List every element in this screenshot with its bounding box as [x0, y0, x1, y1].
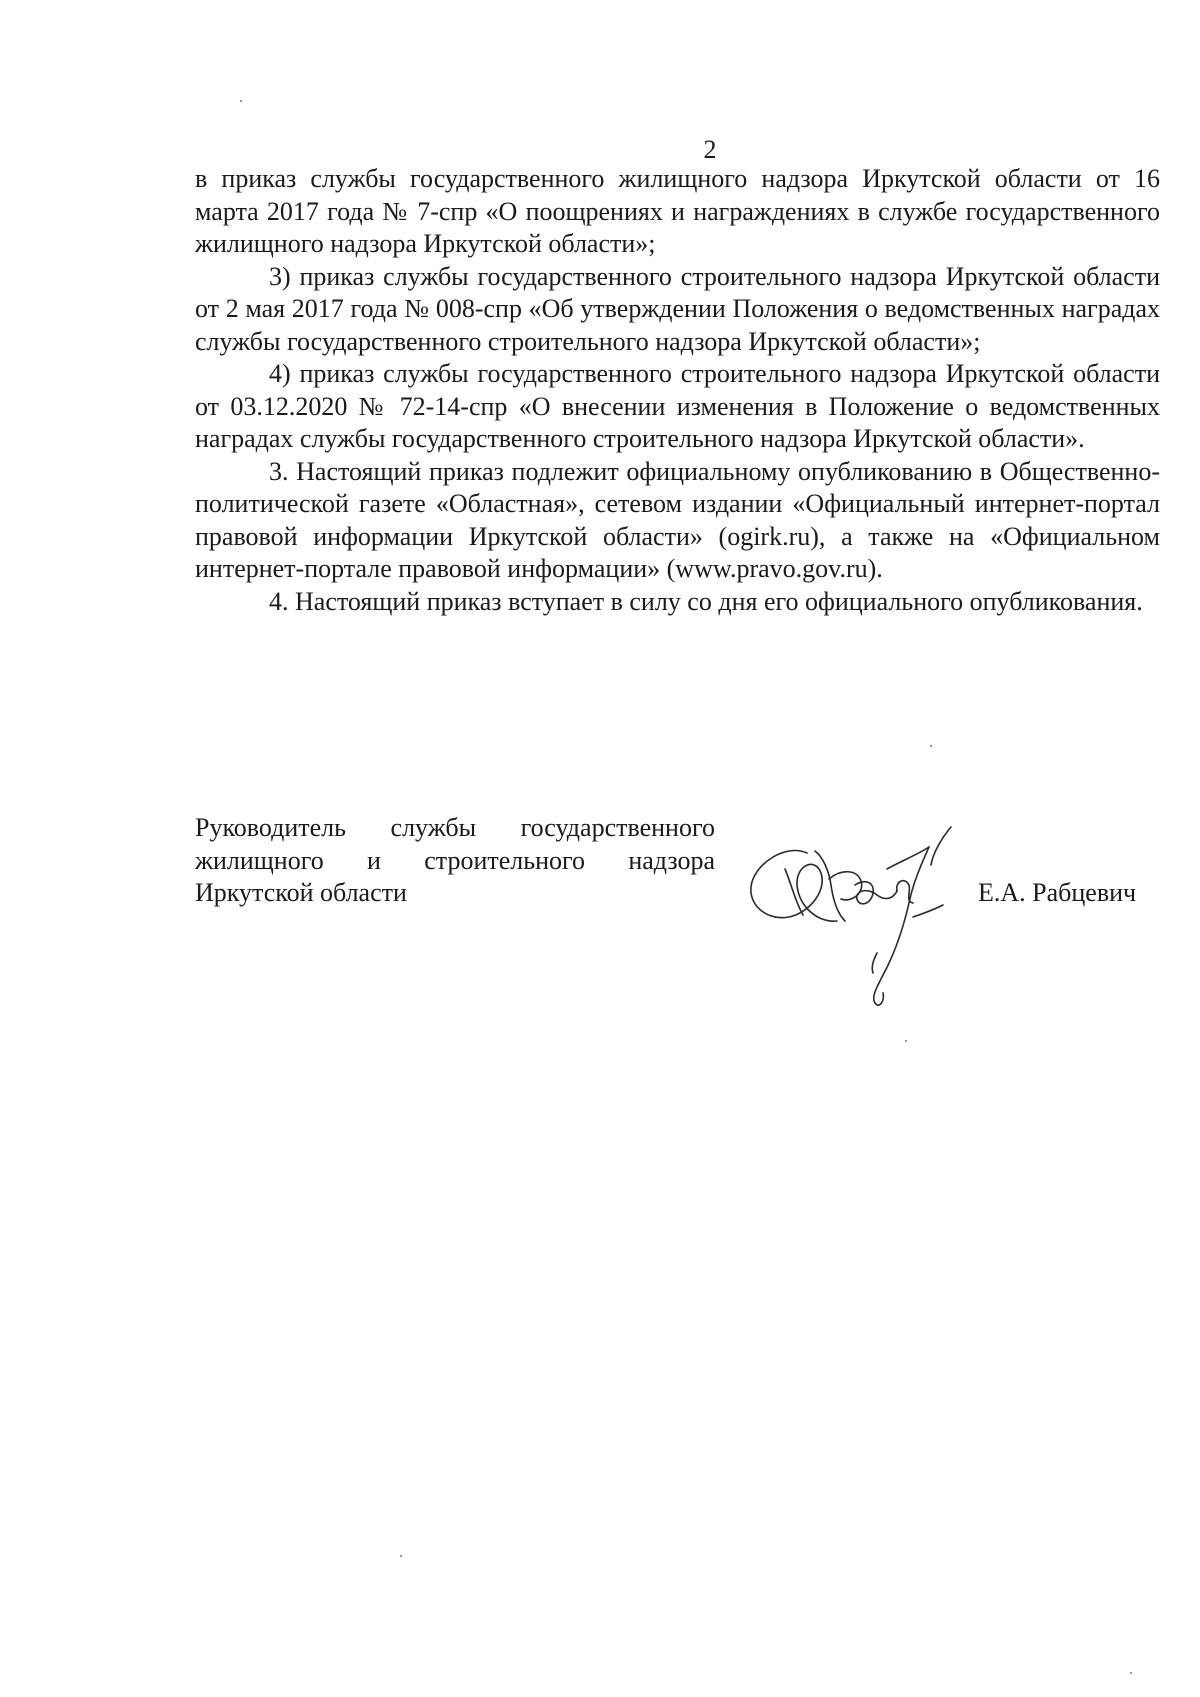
signatory-name: Е.А. Рабцевич [978, 878, 1137, 907]
scan-speck [400, 1555, 402, 1557]
scan-speck [930, 745, 932, 747]
scan-speck [240, 100, 242, 102]
signatory-position-line-1: Руководитель службы государственного [195, 813, 715, 842]
paragraph-item-4: 4) приказ службы государственного строительного надзора Иркутской области от 03.12.2020 № 72-14-спр «О внесении изменения в Положение о ведомственных наградах службы государственного строительного надзора Иркутской области». [195, 359, 1160, 453]
signatory-position-line-2: жилищного и строительного надзора [195, 845, 715, 875]
document-body [195, 163, 1160, 618]
paragraph-effective-date: 4. Настоящий приказ вступает в силу со дня его официального опубликования. [269, 586, 1143, 616]
signatory-position [195, 812, 715, 910]
paragraph-publication: 3. Настоящий приказ подлежит официальному опубликованию в Общественно-политической газете «Областная», сетевом издании «Официальный интернет-портал правовой информации Иркутской области» (ogirk.ru), а также на «Официальном интернет-портале правовой информации» (www.pravo.gov.ru). [195, 456, 1160, 583]
paragraph-continuation: в приказ службы государственного жилищного надзора Иркутской области от 16 марта 2017 года № 7-спр «О поощрениях и награждениях в службе государственного жилищного надзора Иркутской области»; [195, 164, 1160, 258]
scan-speck [905, 1040, 907, 1042]
signatory-position-line-3: Иркутской области [195, 878, 407, 907]
paragraph-item-3: 3) приказ службы государственного строительного надзора Иркутской области от 2 мая 2017 года № 008-спр «Об утверждении Положения о ведомственных наградах службы государственного строительного надзора Иркутской области»; [195, 261, 1160, 356]
handwritten-signature [745, 825, 965, 1015]
scan-speck [1130, 1672, 1132, 1674]
page-number: 2 [703, 135, 717, 164]
